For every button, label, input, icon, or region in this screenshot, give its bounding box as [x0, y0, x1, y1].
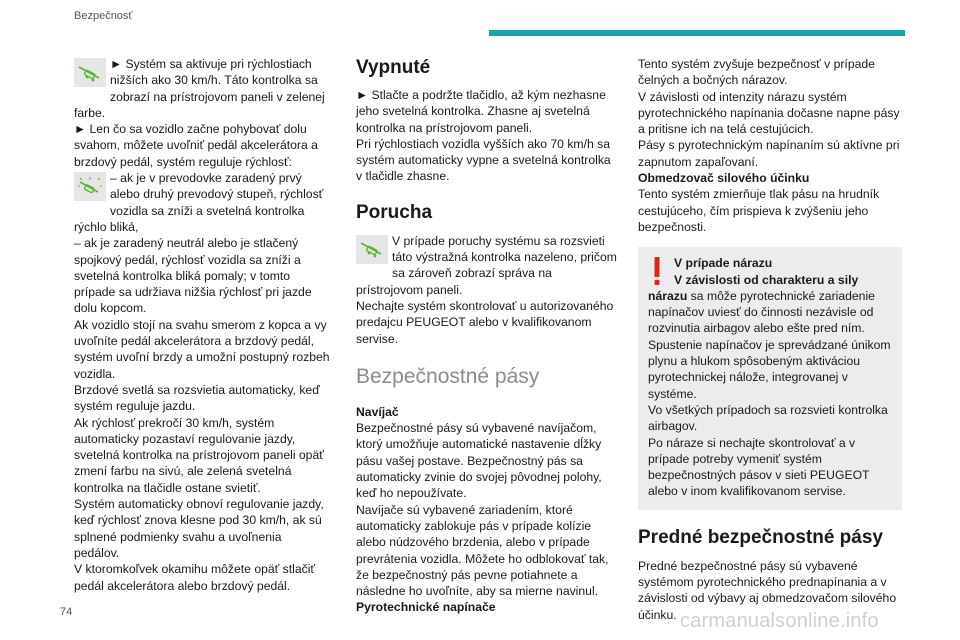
heading-seat-belts: Bezpečnostné pásy — [356, 364, 540, 388]
warning-title: V prípade nárazu — [674, 256, 773, 271]
retractor-lock-text: Navíjače sú vybavené zariadením, ktoré automaticky zablokuje pás v prípade kolízie alebo núdzového brzdenia, alebo v prípade prevrátenia vozidla. Môžete ho odblokovať tak, že bezpečnostný pás pevne potiahnete a následne ho uvoľníte, aby sa mierne navinul. — [356, 502, 609, 599]
vehicle-stopped-text: Ak vozidlo stojí na svahu smerom z kopca a vy uvoľníte pedál akcelerátora a brzdový pedál, systém uvoľní brzdy a umožní postupný rozbeh vozidla. — [74, 317, 330, 381]
fault-warning-text: V prípade poruchy systému sa rozsvieti táto výstražná kontrolka nazeleno, pričom sa zároveň zobrazí správa na prístrojovom paneli. — [356, 233, 617, 297]
subheading-retractor: Navíjač — [356, 404, 399, 419]
header-accent-bar — [489, 30, 905, 36]
pyro-active-text: Pásy s pyrotechnickým napínaním sú aktívne pri zapnutom zapaľovaní. — [638, 138, 900, 169]
retractor-text: Bezpečnostné pásy sú vybavené navíjačom, ktorý umožňuje automatické nastavenie dĺžky pásu vašej postave. Bezpečnostný pás sa automaticky zvinie do svojej pôvodnej polohy, keď ho nepoužívate. — [356, 421, 602, 501]
hill-descent-fault-icon — [356, 235, 388, 264]
neutral-text: – ak je zaradený neutrál alebo je stlačený spojkový pedál, rýchlosť vozidla sa zníži a svetelná kontrolka bliká pomaly; v tomto prípade sa udržiava nižšia rýchlosť pri jazde dolu kopcom. — [74, 236, 312, 316]
heading-off: Vypnuté — [356, 57, 431, 78]
pyro-tension-text: V závislosti od intenzity nárazu systém pyrotechnického napínania dočasne napne pásy a pritisne ich na telá cestujúcich. — [638, 89, 900, 137]
auto-off-text: Pri rýchlostiach vozidla vyšších ako 70 km/h sa systém automaticky vypne a svetelná kontrolka v tlačidle zhasne. — [356, 136, 611, 184]
press-pedal-anytime-text: V ktoromkoľvek okamihu môžete opäť stlačiť pedál akcelerátora alebo brzdový pedál. — [74, 562, 315, 593]
column-1 — [74, 56, 330, 594]
heading-fault: Porucha — [356, 201, 433, 223]
column-2 — [356, 56, 620, 616]
subheading-pyrotechnic: Pyrotechnické napínače — [356, 600, 496, 615]
subheading-force-limiter: Obmedzovač silového účinku — [638, 171, 810, 186]
warning-after-impact-text: Po náraze si nechajte skontrolovať a v prípade potreby vymeniť systém bezpečnostných pásov v sieti PEUGEOT alebo v inom kvalifikovanom servise. — [648, 435, 870, 499]
switch-off-text: ► Stlačte a podržte tlačidlo, až kým nezhasne jeho svetelná kontrolka. Zhasne aj svetelná kontrolka na prístrojovom paneli. — [356, 88, 606, 135]
front-belts-text: Predné bezpečnostné pásy sú vybavené systémom pyrotechnického prednapínania a v závislosti od výbavy aj obmedzovačom silového účinku. — [638, 558, 897, 622]
hill-descent-blink-icon — [74, 172, 106, 201]
warning-deploy-text: Spustenie napínačov je sprevádzané únikom plynu a hlukom spôsobeným aktiváciou pyrotechnickej nálože, integrovanej v systéme. — [648, 337, 891, 401]
impact-warning-box — [638, 247, 902, 509]
force-limiter-text: Tento systém zmierňuje tlak pásu na hrudník cestujúceho, čím prispieva k zvýšeniu jeho bezpečnosti. — [638, 187, 880, 234]
release-pedals-text: ► Len čo sa vozidlo začne pohybovať dolu svahom, môžete uvoľniť pedál akcelerátora a brzdový pedál, systém reguluje rýchlosť: — [74, 122, 318, 169]
resume-regulation-text: Systém automaticky obnoví regulovanie jazdy, keď rýchlosť znova klesne pod 30 km/h, ak sú splnené podmienky svahu a uvoľnenia pedálov. — [74, 497, 324, 560]
warning-airbag-light-text: Vo všetkých prípadoch sa rozsvieti kontrolka airbagov. — [648, 402, 888, 434]
system-activation-text: ► Systém sa aktivuje pri rýchlostiach nižších ako 30 km/h. Táto kontrolka sa zobrazí na prístrojovom paneli v zelenej farbe. — [74, 57, 325, 120]
header-section-title: Bezpečnosť — [74, 10, 133, 22]
watermark: carmanualsonline.info — [680, 610, 879, 632]
gear-engaged-text: – ak je v prevodovke zaradený prvý alebo druhý prevodový stupeň, rýchlosť vozidla sa zníži a svetelná kontrolka rýchlo bliká, — [74, 171, 324, 234]
warning-lead-bold: V závislosti od charakteru a sily nárazu — [648, 272, 859, 303]
warning-lead-rest: sa môže pyrotechnické zariadenie napínačov uviesť do činnosti nezávisle od rozvinutia airbagov alebo ešte pred ním. — [648, 288, 875, 336]
heading-front-belts: Predné bezpečnostné pásy — [638, 526, 883, 548]
speed-exceed-text: Ak rýchlosť prekročí 30 km/h, systém automaticky pozastaví regulovanie jazdy, svetelná kontrolka na prístrojovom paneli opäť zmení farbu na sivú, ale zelená svetelná kontrolka na tlačidle ostane svietiť. — [74, 415, 324, 495]
exclamation-warning-icon — [646, 257, 668, 287]
hill-descent-icon — [74, 58, 106, 87]
page-number: 74 — [60, 606, 73, 618]
column-3 — [638, 56, 902, 623]
pyro-safety-text: Tento systém zvyšuje bezpečnosť v prípade čelných a bočných nárazov. — [638, 57, 875, 88]
brake-lights-text: Brzdové svetlá sa rozsvietia automaticky, keď systém reguluje jazdu. — [74, 382, 320, 414]
check-dealer-text: Nechajte systém skontrolovať u autorizovaného predajcu PEUGEOT alebo v kvalifikovanom servise. — [356, 298, 614, 346]
